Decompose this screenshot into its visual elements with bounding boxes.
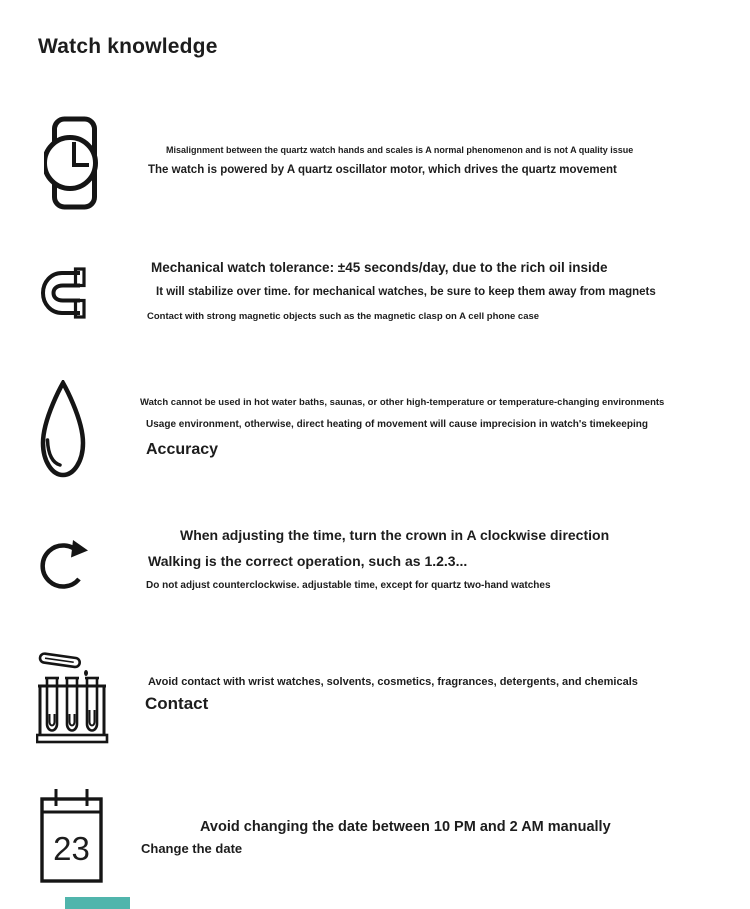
watch-icon	[44, 116, 98, 210]
chemicals-warning-text: Avoid contact with wrist watches, solvents, cosmetics, fragrances, detergents, and chemicals	[148, 676, 638, 688]
page-title: Watch knowledge	[38, 35, 218, 58]
usage-environment-text: Usage environment, otherwise, direct heating of movement will cause imprecision in watch's timekeeping	[146, 419, 648, 430]
accuracy-heading: Accuracy	[146, 441, 219, 458]
magnet-stabilize-text: It will stabilize over time. for mechanical watches, be sure to keep them away from magnets	[156, 286, 656, 298]
crown-clockwise-heading: When adjusting the time, turn the crown in A clockwise direction	[180, 527, 610, 543]
contact-heading: Contact	[145, 694, 209, 713]
test-tubes-icon	[36, 648, 112, 746]
bottom-partial-bar	[65, 897, 130, 909]
quartz-misalignment-note: Misalignment between the quartz watch hands and scales is A normal phenomenon and is not A quality issue	[166, 145, 634, 155]
change-the-date-text: Change the date	[141, 841, 243, 856]
calendar-icon	[40, 786, 103, 884]
walking-operation-text: Walking is the correct operation, such as 1.2.3...	[148, 553, 468, 569]
calendar-day-number: 23	[53, 830, 90, 867]
quartz-movement-text: The watch is powered by A quartz oscillator motor, which drives the quartz movement	[148, 164, 617, 176]
date-change-warning-heading: Avoid changing the date between 10 PM and 2 AM manually	[200, 819, 611, 835]
water-drop-icon	[40, 380, 86, 478]
counterclockwise-note: Do not adjust counterclockwise. adjustable time, except for quartz two-hand watches	[146, 580, 551, 591]
magnet-icon	[40, 264, 86, 322]
magnet-tolerance-heading: Mechanical watch tolerance: ±45 seconds/day, due to the rich oil inside	[151, 260, 608, 275]
clockwise-arrow-icon	[40, 526, 90, 600]
temperature-warning-note: Watch cannot be used in hot water baths, saunas, or other high-temperature or temperature-changing environments	[140, 397, 665, 408]
magnet-contact-note: Contact with strong magnetic objects such as the magnetic clasp on A cell phone case	[147, 311, 540, 322]
